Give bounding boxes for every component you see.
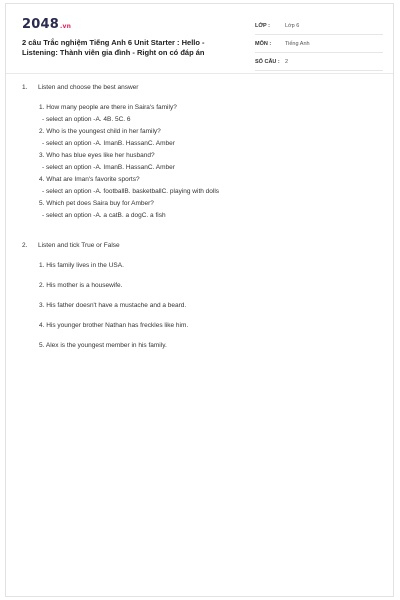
page-header — [6, 4, 393, 67]
statement-item[interactable]: 1. His family lives in the USA. — [39, 262, 124, 269]
statement-item[interactable]: 2. His mother is a housewife. — [39, 282, 123, 289]
logo-suffix: .vn — [59, 23, 72, 30]
question-text: 5. Which pet does Saira buy for Amber? — [39, 200, 154, 207]
section-title: Listen and tick True or False — [38, 241, 120, 249]
section-number: 1. — [22, 83, 28, 91]
answer-select[interactable]: - select an option -A. footballB. basketballC. playing with dolls — [42, 188, 220, 195]
meta-value: 2 — [285, 58, 289, 65]
question-text: 1. How many people are there in Saira's family? — [39, 104, 177, 111]
meta-label: SỐ CÂU : — [255, 58, 280, 65]
meta-row-class — [255, 17, 383, 35]
question-list — [39, 102, 382, 222]
answer-select[interactable]: - select an option -A. ImanB. HassanC. Amber — [42, 164, 175, 171]
statement-item[interactable]: 5. Alex is the youngest member in his family. — [39, 342, 167, 349]
logo-text: 2048 — [22, 17, 59, 32]
meta-info — [255, 17, 383, 71]
header-divider — [6, 73, 393, 74]
section-1 — [22, 82, 382, 222]
section-2 — [22, 240, 382, 356]
statement-list — [39, 256, 382, 356]
question-text: 2. Who is the youngest child in her family? — [39, 128, 161, 135]
site-logo[interactable] — [22, 17, 71, 32]
meta-label: LỚP : — [255, 22, 270, 29]
answer-select[interactable]: - select an option -A. a catB. a dogC. a fish — [42, 212, 166, 219]
section-title: Listen and choose the best answer — [38, 83, 139, 91]
meta-row-subject — [255, 35, 383, 53]
question-text: 3. Who has blue eyes like her husband? — [39, 152, 155, 159]
section-heading — [22, 82, 382, 92]
meta-value: Lớp 6 — [285, 22, 300, 29]
section-number: 2. — [22, 241, 28, 249]
question-text: 4. What are Iman's favorite sports? — [39, 176, 140, 183]
meta-label: MÔN : — [255, 40, 272, 47]
page-title: 2 câu Trắc nghiệm Tiếng Anh 6 Unit Starter : Hello - Listening: Thành viên gia đình - Right on có đáp án — [22, 38, 205, 57]
statement-item[interactable]: 3. His father doesn't have a mustache and a beard. — [39, 302, 187, 309]
meta-row-count — [255, 53, 383, 71]
answer-select[interactable]: - select an option -A. 4B. 5C. 6 — [42, 116, 131, 123]
answer-select[interactable]: - select an option -A. ImanB. HassanC. Amber — [42, 140, 175, 147]
section-heading — [22, 240, 382, 250]
statement-item[interactable]: 4. His younger brother Nathan has freckles like him. — [39, 322, 189, 329]
meta-value: Tiếng Anh — [285, 40, 310, 47]
document-page — [5, 3, 394, 597]
